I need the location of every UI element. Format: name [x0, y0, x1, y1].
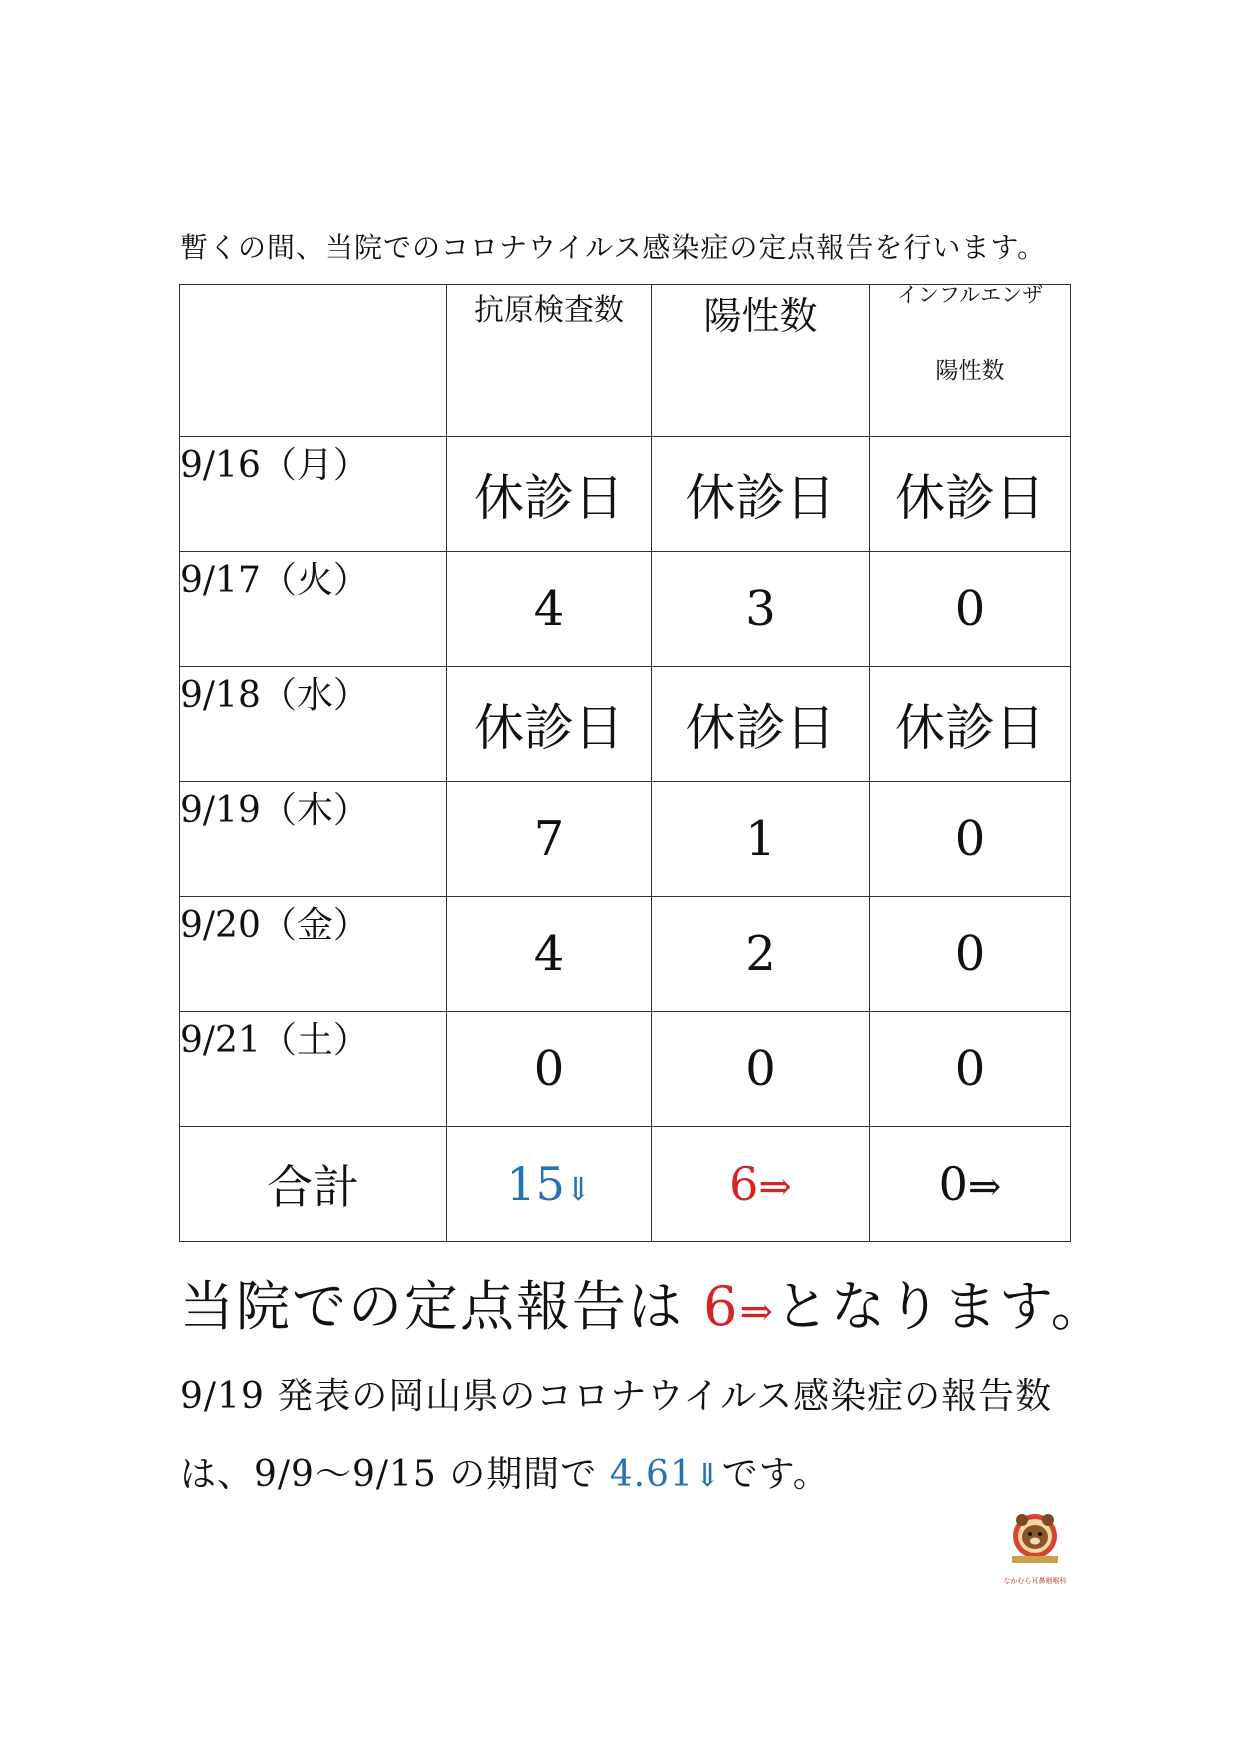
total-positive-value: 6 [729, 1157, 759, 1211]
row-positive: 休診日 [652, 437, 870, 552]
row-date: 9/21（土） [180, 1012, 447, 1127]
header-flu-line2: 陽性数 [935, 358, 1005, 384]
header-flu [870, 285, 1071, 437]
table-row [180, 667, 1071, 782]
header-flu-line1: インフルエンザ [896, 283, 1044, 307]
row-flu: 休診日 [870, 437, 1071, 552]
row-antigen: 4 [447, 897, 652, 1012]
clinic-mascot-logo-icon [1002, 1510, 1068, 1585]
total-flu-value: 0 [938, 1157, 968, 1211]
row-date: 9/17（火） [180, 552, 447, 667]
row-flu: 0 [870, 1012, 1071, 1127]
row-antigen: 休診日 [447, 437, 652, 552]
note-prefix: は、9/9～9/15 の期間で [180, 1454, 598, 1495]
summary-line [180, 1264, 1107, 1341]
total-label: 合計 [180, 1127, 447, 1242]
note-value: 4.61 [609, 1454, 694, 1495]
prefecture-note-line2 [180, 1446, 830, 1497]
table-row [180, 552, 1071, 667]
table-row [180, 1012, 1071, 1127]
total-flu [870, 1127, 1071, 1242]
header-blank-cell [180, 285, 447, 437]
logo-caption: なかむら耳鼻咽喉科 [1003, 1577, 1067, 1585]
row-flu: 0 [870, 552, 1071, 667]
row-date: 9/16（月） [180, 437, 447, 552]
row-antigen: 4 [447, 552, 652, 667]
row-antigen: 0 [447, 1012, 652, 1127]
table-total-row [180, 1127, 1071, 1242]
table-row [180, 782, 1071, 897]
row-antigen: 休診日 [447, 667, 652, 782]
total-positive [652, 1127, 870, 1242]
prefecture-note-line1: 9/19 発表の岡山県のコロナウイルス感染症の報告数 [180, 1376, 1053, 1417]
row-positive: 1 [652, 782, 870, 897]
down-arrow-icon: ⇓ [564, 1170, 592, 1208]
row-positive: 2 [652, 897, 870, 1012]
summary-prefix: 当院での定点報告は [180, 1275, 684, 1338]
total-antigen [447, 1127, 652, 1242]
right-arrow-icon: ⇒ [967, 1164, 1002, 1210]
intro-text: 暫くの間、当院でのコロナウイルス感染症の定点報告を行います。 [180, 231, 1047, 264]
right-arrow-icon: ⇒ [758, 1164, 792, 1210]
summary-suffix: となります。 [775, 1275, 1107, 1338]
row-positive: 0 [652, 1012, 870, 1127]
row-flu: 0 [870, 897, 1071, 1012]
row-flu: 0 [870, 782, 1071, 897]
header-antigen: 抗原検査数 [447, 285, 652, 437]
total-antigen-value: 15 [506, 1157, 565, 1211]
header-positive: 陽性数 [652, 285, 870, 437]
note-suffix: です。 [721, 1454, 830, 1495]
summary-value: 6 [703, 1275, 740, 1338]
row-date: 9/19（木） [180, 782, 447, 897]
table-header-row [180, 285, 1071, 437]
table-row [180, 897, 1071, 1012]
table-row [180, 437, 1071, 552]
row-date: 9/20（金） [180, 897, 447, 1012]
row-positive: 休診日 [652, 667, 870, 782]
row-date: 9/18（水） [180, 667, 447, 782]
report-table [179, 284, 1071, 1242]
down-arrow-icon: ⇓ [693, 1456, 722, 1494]
right-arrow-icon: ⇒ [739, 1289, 776, 1335]
row-positive: 3 [652, 552, 870, 667]
row-flu: 休診日 [870, 667, 1071, 782]
row-antigen: 7 [447, 782, 652, 897]
